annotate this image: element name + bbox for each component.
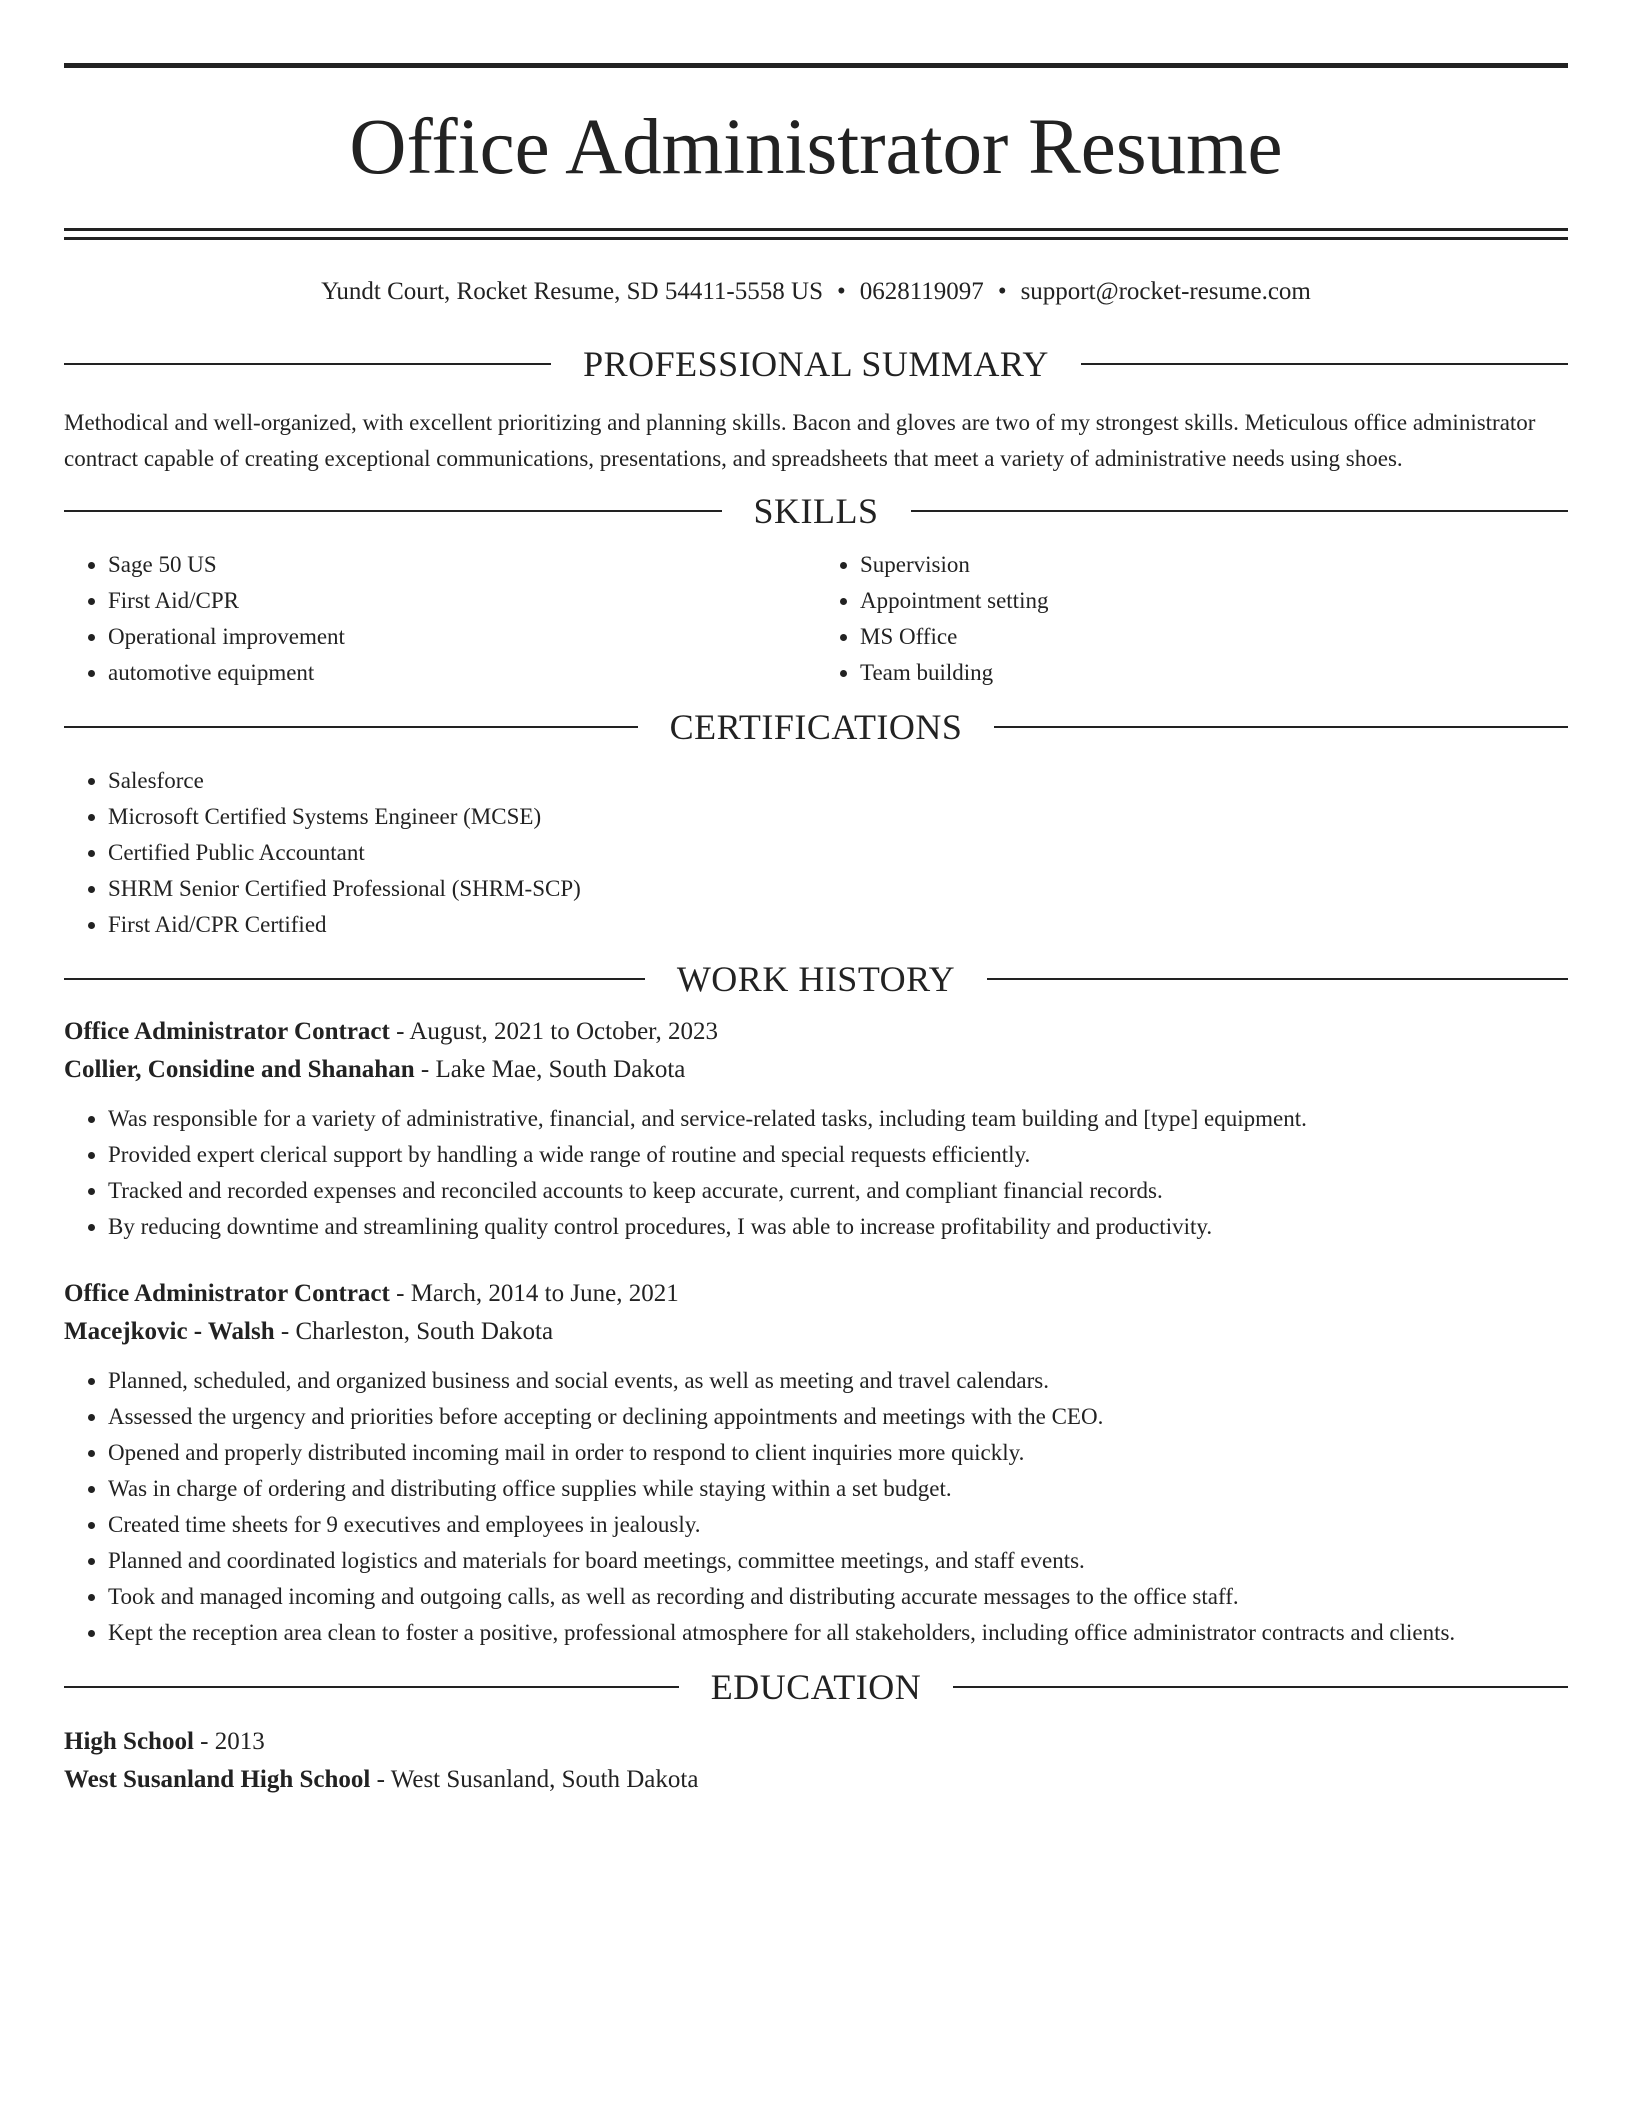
job-duties-list bbox=[64, 1101, 1568, 1245]
job-dates: March, 2014 to June, 2021 bbox=[410, 1280, 679, 1307]
education-school-line bbox=[64, 1761, 1568, 1799]
divider bbox=[987, 978, 1568, 980]
certification-item: • Microsoft Certified Systems Engineer (MCSE) bbox=[108, 799, 1568, 835]
contact-separator: • bbox=[836, 278, 846, 305]
contact-line bbox=[64, 275, 1568, 309]
certifications-heading: CERTIFICATIONS bbox=[669, 707, 963, 747]
education-degree-line bbox=[64, 1723, 1568, 1761]
divider bbox=[64, 726, 638, 728]
skill-item: • Appointment setting bbox=[860, 583, 1568, 619]
skill-item: • Operational improvement bbox=[108, 619, 816, 655]
job-company: Collier, Considine and Shanahan bbox=[64, 1056, 415, 1083]
dash: - bbox=[389, 1280, 411, 1307]
divider bbox=[911, 510, 1569, 512]
job-title-line bbox=[64, 1013, 1568, 1051]
job-duty: • Opened and properly distributed incoming mail in order to respond to client inquiries more quickly. bbox=[108, 1435, 1568, 1471]
job-company: Macejkovic - Walsh bbox=[64, 1318, 275, 1345]
contact-email: support@rocket-resume.com bbox=[1020, 278, 1311, 305]
certification-item: • SHRM Senior Certified Professional (SHRM-SCP) bbox=[108, 871, 1568, 907]
education-section-header bbox=[64, 1667, 1568, 1707]
job-duty: • Planned and coordinated logistics and materials for board meetings, committee meetings, and staff events. bbox=[108, 1543, 1568, 1579]
title-rule-lower bbox=[64, 237, 1568, 240]
skills-section-header bbox=[64, 491, 1568, 531]
contact-separator: • bbox=[997, 278, 1007, 305]
dash: - bbox=[274, 1318, 296, 1345]
dash: - bbox=[389, 1018, 410, 1045]
job-duty: • By reducing downtime and streamlining quality control procedures, I was able to increase profitability and productivity. bbox=[108, 1209, 1568, 1245]
skill-item: • automotive equipment bbox=[108, 655, 816, 691]
certification-item: • Certified Public Accountant bbox=[108, 835, 1568, 871]
job-duties-list bbox=[64, 1363, 1568, 1651]
certifications-section-header bbox=[64, 707, 1568, 747]
divider bbox=[64, 510, 722, 512]
job-entry bbox=[64, 1013, 1568, 1245]
divider bbox=[994, 726, 1568, 728]
work-section-header bbox=[64, 959, 1568, 999]
job-dates: August, 2021 to October, 2023 bbox=[409, 1018, 719, 1045]
skills-column-left bbox=[64, 547, 816, 691]
certification-item: • First Aid/CPR Certified bbox=[108, 907, 1568, 943]
certifications-list bbox=[64, 763, 1568, 943]
job-duty: • Assessed the urgency and priorities before accepting or declining appointments and meetings with the CEO. bbox=[108, 1399, 1568, 1435]
dash: - bbox=[414, 1056, 436, 1083]
divider bbox=[64, 978, 645, 980]
skills-heading: SKILLS bbox=[753, 491, 879, 531]
job-title-line bbox=[64, 1275, 1568, 1313]
education-school: West Susanland High School bbox=[64, 1766, 371, 1793]
skills-list bbox=[64, 547, 1568, 691]
job-duty: • Kept the reception area clean to foster a positive, professional atmosphere for all stakeholders, including office administrator contracts and clients. bbox=[108, 1615, 1568, 1651]
summary-text: Methodical and well-organized, with excellent prioritizing and planning skills. Bacon and gloves are two of my strongest skills. Meticulous office administrator contract capable of creating exceptional communications, presentations, and spreadsheets that meet a variety of administrative needs using shoes. bbox=[64, 410, 1536, 471]
contact-address: Yundt Court, Rocket Resume, SD 54411-5558 US bbox=[321, 278, 823, 305]
certification-item: • Salesforce bbox=[108, 763, 1568, 799]
divider bbox=[953, 1686, 1568, 1688]
skill-item: • Team building bbox=[860, 655, 1568, 691]
job-title: Office Administrator Contract bbox=[64, 1018, 390, 1045]
dash: - bbox=[370, 1766, 391, 1793]
title-rule-upper bbox=[64, 228, 1568, 231]
job-title: Office Administrator Contract bbox=[64, 1280, 390, 1307]
work-heading: WORK HISTORY bbox=[676, 959, 956, 999]
job-duty: • Provided expert clerical support by handling a wide range of routine and special requests efficiently. bbox=[108, 1137, 1568, 1173]
skill-item: • Sage 50 US bbox=[108, 547, 816, 583]
job-company-line bbox=[64, 1313, 1568, 1351]
skill-item: • First Aid/CPR bbox=[108, 583, 816, 619]
skill-item: • Supervision bbox=[860, 547, 1568, 583]
education-heading: EDUCATION bbox=[710, 1667, 922, 1707]
contact-phone: 0628119097 bbox=[859, 278, 984, 305]
dash: - bbox=[193, 1728, 215, 1755]
job-entry bbox=[64, 1275, 1568, 1651]
job-company-line bbox=[64, 1051, 1568, 1089]
job-duty: • Was responsible for a variety of administrative, financial, and service-related tasks, including team building and [type] equipment. bbox=[108, 1101, 1568, 1137]
job-duty: • Was in charge of ordering and distributing office supplies while staying within a set budget. bbox=[108, 1471, 1568, 1507]
divider bbox=[1081, 363, 1568, 365]
job-duty: • Tracked and recorded expenses and reconciled accounts to keep accurate, current, and compliant financial records. bbox=[108, 1173, 1568, 1209]
skills-column-right bbox=[816, 547, 1568, 691]
top-rule bbox=[64, 63, 1568, 68]
divider bbox=[64, 1686, 679, 1688]
resume-title: Office Administrator Resume bbox=[349, 104, 1283, 191]
job-location: Charleston, South Dakota bbox=[295, 1318, 554, 1345]
education-entry bbox=[64, 1723, 1568, 1799]
job-duty: • Took and managed incoming and outgoing calls, as well as recording and distributing accurate messages to the office staff. bbox=[108, 1579, 1568, 1615]
divider bbox=[64, 363, 551, 365]
job-duty: • Planned, scheduled, and organized business and social events, as well as meeting and travel calendars. bbox=[108, 1363, 1568, 1399]
summary-section-header bbox=[64, 344, 1568, 384]
job-location: Lake Mae, South Dakota bbox=[435, 1056, 686, 1083]
job-duty: • Created time sheets for 9 executives and employees in jealously. bbox=[108, 1507, 1568, 1543]
skill-item: • MS Office bbox=[860, 619, 1568, 655]
education-year: 2013 bbox=[214, 1728, 265, 1755]
education-degree: High School bbox=[64, 1728, 194, 1755]
education-location: West Susanland, South Dakota bbox=[390, 1766, 699, 1793]
summary-heading: PROFESSIONAL SUMMARY bbox=[583, 344, 1049, 384]
